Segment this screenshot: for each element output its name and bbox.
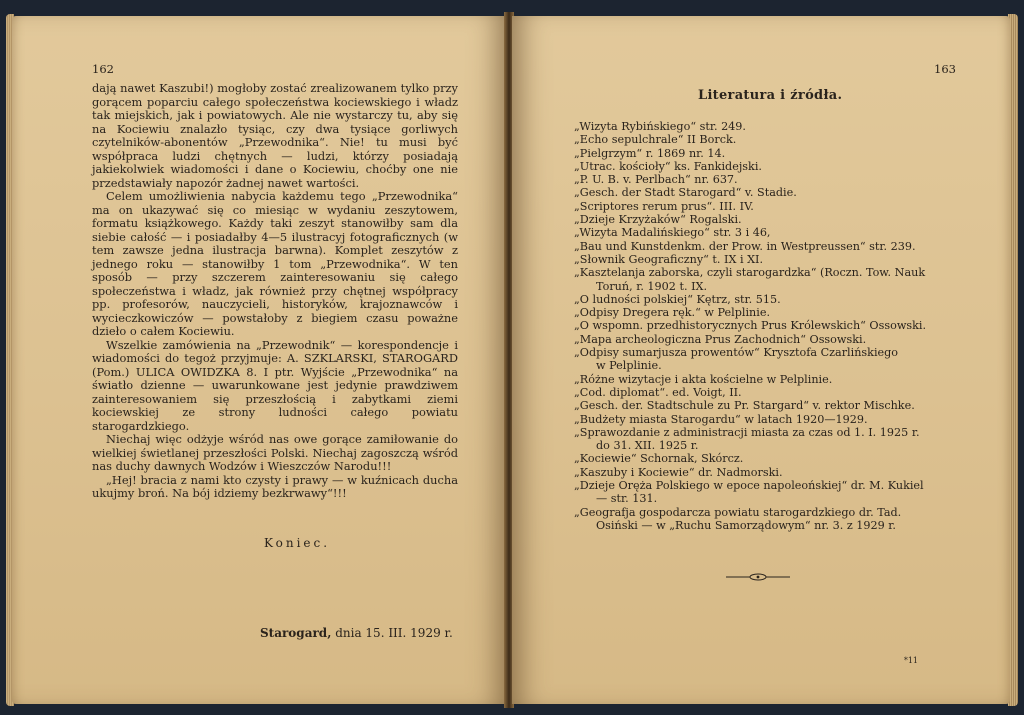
- bibliography-entry: [574, 413, 964, 426]
- paragraph: Celem umożliwienia nabycia każdemu tego „Przewodnika“ ma on ukazywać się co miesiąc w wydaniu zeszytowem, formatu książkowego. Każdy taki zeszyt stanowiłby sam dla siebie całość — i posiadałby 4—5 ilustracyj fotograficznych (w tem zawsze jedna ilustracja barwna). Komplet zeszytów z jednego roku — stanowiłby 1 tom „Przewodnika“. W ten sposób — przy szczerem zainteresowaniu się całego społeczeństwa i władz, jak również przy chętnej współpracy pp. profesorów, nauczycieli, historyków, krajoznawców i wycieczkowiczów — powstałoby z biegiem czasu poważne dzieło o całem Kociewiu.: [92, 189, 458, 338]
- entry-continuation: Osiński — w „Ruchu Samorządowym“ nr. 3. z 1929 r.: [596, 518, 896, 532]
- entry-text: „Kaszuby i Kociewie“ dr. Nadmorski.: [574, 465, 783, 479]
- bibliography-entry: [574, 399, 964, 412]
- left-page-body: [92, 82, 458, 501]
- bibliography-list: [574, 120, 964, 532]
- entry-text: „Kasztelanja zaborska, czyli starogardzka“ (Roczn. Tow. Nauk: [574, 266, 926, 280]
- entry-continuation: — str. 131.: [596, 492, 658, 506]
- entry-text: „Różne wizytacje i akta kościelne w Pelplinie.: [574, 372, 833, 386]
- bibliography-entry: [574, 452, 964, 465]
- ornament-divider-icon: [726, 572, 790, 582]
- bibliography-entry: [574, 306, 964, 319]
- bibliography-entry: [574, 120, 964, 133]
- entry-text: „Dzieje Oręża Polskiego w epoce napoleońskiej“ dr. M. Kukiel: [574, 479, 924, 493]
- entry-text: „Utrac. kościoły“ ks. Fankidejski.: [574, 159, 762, 173]
- entry-text: „Dzieje Krzyżaków“ Rogalski.: [574, 213, 742, 227]
- paragraph: Wszelkie zamówienia na „Przewodnik“ — korespondencje i wiadomości do tegoż przyjmuje: A. SZKLARSKI, STAROGARD (Pom.) ULICA OWIDZKA 8. I ptr. Wyjście „Przewodnika“ na światło dzienne — uwarunkowane jest jedynie prawdziwem zainteresowaniem się przeszłością i zabytkami ziemi kociewskiej ze strony ludności całego powiatu starogardzkiego.: [92, 337, 458, 433]
- entry-text: „Kociewie“ Schornak, Skórcz.: [574, 452, 744, 466]
- bibliography-entry: [574, 426, 964, 453]
- bibliography-entry: [574, 200, 964, 213]
- bibliography-entry: [574, 213, 964, 226]
- bibliography-entry: [574, 253, 964, 266]
- entry-text: „O wspomn. przedhistorycznych Prus Królewskich“ Ossowski.: [574, 319, 927, 333]
- bibliography-entry: [574, 333, 964, 346]
- left-page-number: 162: [92, 62, 114, 76]
- section-title: Literatura i źródła.: [698, 88, 843, 103]
- entry-text: „Scriptores rerum prus“. III. IV.: [574, 199, 754, 213]
- bibliography-entry: [574, 160, 964, 173]
- signature-mark: *11: [903, 656, 918, 665]
- bibliography-entry: [574, 133, 964, 146]
- paragraph: Niechaj więc odżyje wśród nas owe gorące zamiłowanie do wielkiej świetlanej przeszłości Polski. Niechaj zagoszczą wśród nas duchy dawnych Wodzów i Wieszczów Narodu!!!: [92, 432, 458, 473]
- entry-continuation: w Pelplinie.: [596, 359, 662, 373]
- entry-text: „Wizyta Madalińskiego“ str. 3 i 46,: [574, 226, 771, 240]
- bibliography-entry: [574, 373, 964, 386]
- bibliography-entry: [574, 386, 964, 399]
- entry-text: „Odpisy sumarjusza prowentów“ Krysztofa Czarlińskiego: [574, 346, 899, 360]
- entry-text: „Sprawozdanie z administracji miasta za czas od 1. I. 1925 r.: [574, 425, 920, 439]
- entry-text: „Geografja gospodarcza powiatu starogardzkiego dr. Tad.: [574, 505, 902, 519]
- bibliography-entry: [574, 173, 964, 186]
- bibliography-entry: [574, 293, 964, 306]
- entry-text: „Słownik Geograficzny“ t. IX i XI.: [574, 252, 764, 266]
- date-text: dnia 15. III. 1929 r.: [335, 626, 453, 640]
- date-line: [260, 626, 453, 640]
- bibliography-entry: [574, 240, 964, 253]
- entry-text: „Odpisy Dregera ręk.“ w Pelplinie.: [574, 306, 770, 320]
- entry-text: „Pielgrzym“ r. 1869 nr. 14.: [574, 146, 726, 160]
- bibliography-entry: [574, 319, 964, 332]
- paragraph: dają nawet Kaszubi!) mogłoby zostać zrealizowanem tylko przy gorącem poparciu całego społeczeństwa kociewskiego i władz tak miejskich, jak i powiatowych. Ale nie wystarczy tu, aby się na Kociewiu znalazło tysiąc, czy dwa tysiące gorliwych czytelników-abonentów „Przewodnika“. Nie! tu musi być współpraca ludzi chętnych — ludzi, którzy posiadają jakiekolwiek wiadomości i dane o Kociewiu, choćby one nie przedstawiały napozór żadnej nawet wartości.: [92, 81, 458, 190]
- entry-text: „Wizyta Rybińskiego“ str. 249.: [574, 120, 746, 133]
- entry-text: „P. U. B. v. Perlbach“ nr. 637.: [574, 173, 738, 187]
- open-book: [6, 10, 1018, 710]
- entry-text: „Bau und Kunstdenkm. der Prow. in Westpreussen“ str. 239.: [574, 239, 916, 253]
- entry-text: „Budżety miasta Starogardu“ w latach 1920—1929.: [574, 412, 868, 426]
- date-place: Starogard,: [260, 626, 332, 640]
- entry-text: „Gesch. der. Stadtschule zu Pr. Stargard“ v. rektor Mischke.: [574, 399, 915, 413]
- bibliography-entry: [574, 346, 964, 373]
- right-page-number: 163: [934, 62, 956, 76]
- left-page: [12, 16, 506, 704]
- bibliography-entry: [574, 466, 964, 479]
- entry-text: „Cod. diplomat“. ed. Voigt, II.: [574, 385, 742, 399]
- bibliography-entry: [574, 147, 964, 160]
- entry-continuation: do 31. XII. 1925 r.: [596, 439, 699, 453]
- entry-text: „Echo sepulchrale“ II Borck.: [574, 133, 737, 147]
- bibliography-entry: [574, 506, 964, 533]
- end-mark: Koniec.: [264, 536, 331, 550]
- entry-continuation: Toruń, r. 1902 t. IX.: [596, 279, 708, 293]
- bibliography-entry: [574, 266, 964, 293]
- paragraph: „Hej! bracia z nami kto czysty i prawy — w kuźnicach ducha ukujmy broń. Na bój idziemy bezkrwawy“!!!: [92, 472, 458, 500]
- right-page: [512, 16, 1010, 704]
- bibliography-entry: [574, 479, 964, 506]
- bibliography-entry: [574, 186, 964, 199]
- entry-text: „Gesch. der Stadt Starogard“ v. Stadie.: [574, 186, 797, 200]
- bibliography-entry: [574, 226, 964, 239]
- entry-text: „O ludności polskiej“ Kętrz, str. 515.: [574, 292, 781, 306]
- entry-text: „Mapa archeologiczna Prus Zachodnich“ Ossowski.: [574, 332, 867, 346]
